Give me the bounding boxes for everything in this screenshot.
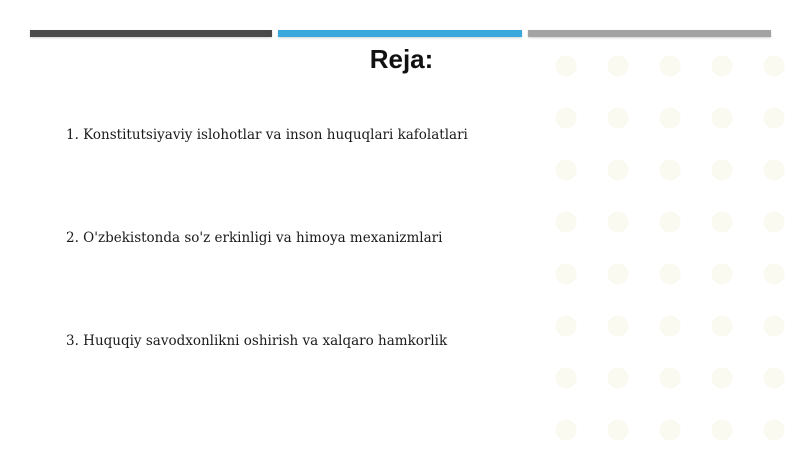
background-pattern [540,40,800,449]
slide-title: Reja: [369,44,434,74]
header-bar-blue [278,30,522,37]
header-bar-gray [528,30,771,37]
list-item: 3. Huquqiy savodxonlikni oshirish va xalqaro hamkorlik [66,333,448,349]
list-item: 1. Konstitutsiyaviy islohotlar va inson huquqlari kafolatlari [66,127,468,143]
header-bar-dark [30,30,272,37]
list-item: 2. O'zbekistonda so'z erkinligi va himoya mexanizmlari [66,230,443,246]
